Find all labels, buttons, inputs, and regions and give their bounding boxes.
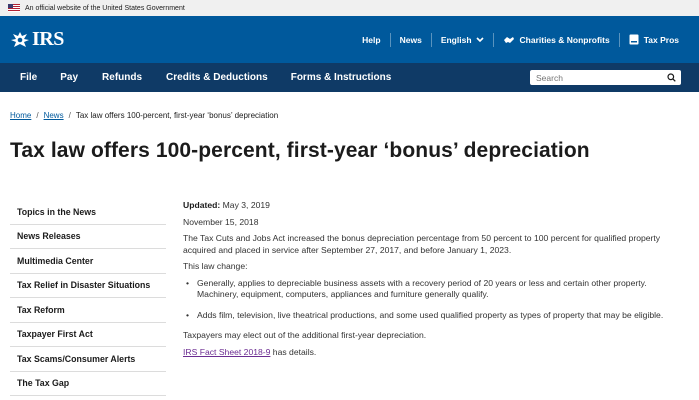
elect-out-text: Taxpayers may elect out of the additional first-year depreciation. xyxy=(183,330,427,340)
list-item: • Adds film, television, live theatrical productions, and some used qualified property as types of property that may be eligible. xyxy=(183,310,683,322)
sidebar-item-news-releases[interactable]: News Releases xyxy=(10,225,166,250)
nav-refunds[interactable]: Refunds xyxy=(102,72,143,83)
sidebar-item-tax-relief[interactable]: Tax Relief in Disaster Situations xyxy=(10,274,166,299)
us-flag-icon xyxy=(8,4,20,12)
fact-sheet-suffix: has details. xyxy=(270,346,317,357)
gov-banner xyxy=(0,0,699,16)
updated-line xyxy=(183,200,683,212)
search-box xyxy=(530,70,681,85)
language-dropdown[interactable] xyxy=(431,33,493,47)
breadcrumb xyxy=(10,111,278,120)
language-label: English xyxy=(440,34,472,45)
site-header xyxy=(0,16,699,63)
updated-label: Updated: xyxy=(183,200,221,210)
util-news-label: News xyxy=(399,34,422,45)
sidebar-item-topics-in-the-news[interactable]: Topics in the News xyxy=(10,200,166,225)
main-nav xyxy=(0,63,699,92)
sidebar-item-multimedia-center[interactable]: Multimedia Center xyxy=(10,249,166,274)
util-help-label: Help xyxy=(362,34,381,45)
law-change-list xyxy=(183,278,683,322)
util-help-link[interactable] xyxy=(353,33,389,47)
handshake-icon xyxy=(503,35,515,45)
breadcrumb-current: Tax law offers 100-percent, first-year ‘bonus’ depreciation xyxy=(75,111,279,120)
eagle-icon xyxy=(9,29,31,51)
article-date: November 15, 2018 xyxy=(183,216,259,227)
article-intro: The Tax Cuts and Jobs Act increased the bonus depreciation percentage from 50 percent to 100 percent for qualified property acquired and placed in service after September 27, 2017, and before January 1, 2023. xyxy=(183,233,661,255)
breadcrumb-separator: / xyxy=(36,111,39,120)
breadcrumb-news-link[interactable]: News xyxy=(43,111,64,120)
breadcrumb-home-link[interactable]: Home xyxy=(10,111,32,120)
sidebar-item-tax-scams[interactable]: Tax Scams/Consumer Alerts xyxy=(10,347,166,372)
fact-sheet-link[interactable]: IRS Fact Sheet 2018-9 xyxy=(183,346,271,357)
article-body xyxy=(183,200,683,363)
nav-forms-instructions[interactable]: Forms & Instructions xyxy=(290,72,392,83)
sidebar-item-tax-reform[interactable]: Tax Reform xyxy=(10,298,166,323)
search-icon[interactable] xyxy=(667,73,676,82)
sidebar-item-tax-gap[interactable]: The Tax Gap xyxy=(10,372,166,397)
page-title: Tax law offers 100-percent, first-year ‘bonus’ depreciation xyxy=(10,139,590,162)
nav-pay[interactable]: Pay xyxy=(60,72,79,83)
util-charities-link[interactable] xyxy=(493,33,619,47)
utility-nav xyxy=(353,16,688,63)
nav-credits-deductions[interactable]: Credits & Deductions xyxy=(166,72,268,83)
util-taxpros-label: Tax Pros xyxy=(643,34,679,45)
sidebar-nav xyxy=(10,200,166,396)
irs-logo[interactable] xyxy=(9,28,64,51)
fact-sheet-line xyxy=(183,347,683,359)
util-news-link[interactable] xyxy=(390,33,431,47)
list-item: • Generally, applies to depreciable business assets with a recovery period of 20 years or less and certain other property. Machinery, equipment, computers, appliances and furniture generally qualify. xyxy=(183,278,683,301)
nav-file[interactable]: File xyxy=(20,72,38,83)
util-charities-label: Charities & Nonprofits xyxy=(519,34,610,45)
logo-text: IRS xyxy=(32,28,64,50)
search-input[interactable] xyxy=(536,73,656,83)
sidebar-item-taxpayer-first-act[interactable]: Taxpayer First Act xyxy=(10,323,166,348)
gov-banner-text: An official website of the United States Government xyxy=(25,4,185,12)
breadcrumb-separator: / xyxy=(68,111,71,120)
briefcase-icon xyxy=(629,34,639,45)
chevron-down-icon xyxy=(476,37,484,43)
util-taxpros-link[interactable] xyxy=(619,33,688,47)
updated-date: May 3, 2019 xyxy=(222,200,270,210)
law-change-heading: This law change: xyxy=(183,261,248,271)
